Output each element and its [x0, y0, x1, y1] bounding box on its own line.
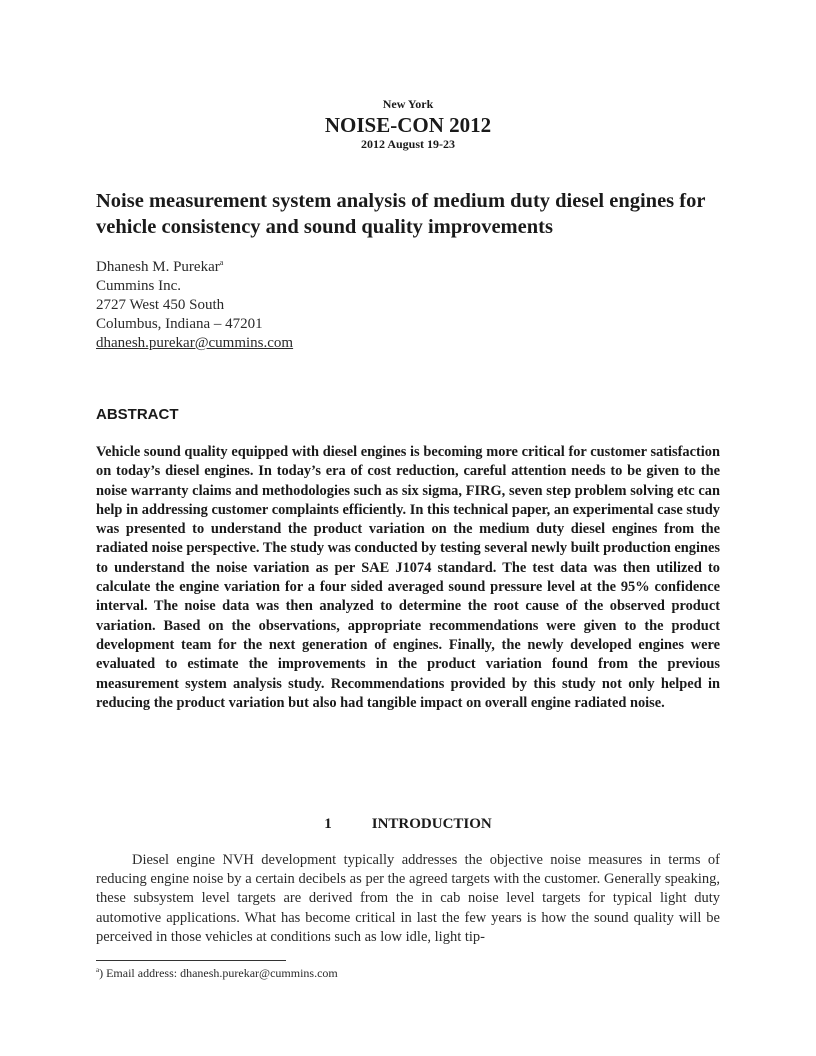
- author-email-link[interactable]: dhanesh.purekar@cummins.com: [96, 335, 294, 351]
- conference-header: [0, 97, 816, 151]
- conference-date: 2012 August 19-23: [360, 137, 455, 151]
- footnote-text: ) Email address: dhanesh.purekar@cummins.com: [99, 966, 338, 980]
- paper-title: Noise measurement system analysis of medium duty diesel engines for vehicle consistency and sound quality improvements: [96, 190, 706, 238]
- footnote: [96, 966, 338, 980]
- author-affiliation-mark: a: [219, 258, 224, 267]
- introduction-text: Diesel engine NVH development typically addresses the objective noise measures in terms of reducing engine noise by a certain decibels as per the agreed targets with the customer. Generally speaking, these subsystem level targets are derived from the in cab noise level targets for typical light duty automotive applications. What has become critical in last the few years is how the sound quality will be perceived in those vehicles at conditions such as low idle, light tip-: [96, 852, 720, 945]
- author-block: [96, 258, 293, 353]
- section-heading-introduction: [0, 815, 816, 833]
- author-name-line: [96, 258, 293, 277]
- author-company: Cummins Inc.: [96, 278, 181, 294]
- author-address-line1: 2727 West 450 South: [96, 297, 225, 313]
- section-title: INTRODUCTION: [371, 816, 492, 832]
- section-number: 1: [324, 816, 332, 832]
- footnote-divider: [96, 960, 286, 961]
- author-name: Dhanesh M. Purekar: [96, 259, 220, 275]
- conference-name: NOISE-CON 2012: [324, 113, 492, 137]
- abstract-text: Vehicle sound quality equipped with diesel engines is becoming more critical for customer satisfaction on today’s diesel engines. In today’s era of cost reduction, careful attention needs to be given to the noise warranty claims and methodologies such as six sigma, FIRG, seven step problem solving etc can help in addressing customer complaints efficiently. In this technical paper, an experimental case study was presented to understand the product variation on the medium duty diesel engines from the radiated noise perspective. The study was conducted by testing several newly built production engines to understand the noise variation as per SAE J1074 standard. The test data was then utilized to calculate the engine variation for a four sided averaged sound pressure level at the 95% confidence interval. The noise data was then analyzed to determine the root cause of the observed product variation. Based on the observations, appropriate recommendations were given to the product development team for the next generation of engines. Finally, the newly developed engines were evaluated to estimate the improvements in the product variation found from the previous measurement system analysis study. Recommendations provided by this study not only helped in reducing the product variation but also had tangible impact on overall engine radiated noise.: [96, 444, 720, 711]
- conference-city: New York: [382, 97, 434, 111]
- author-address-line2: Columbus, Indiana – 47201: [96, 316, 263, 332]
- abstract-heading: ABSTRACT: [96, 406, 179, 423]
- footnote-mark: a: [96, 966, 100, 974]
